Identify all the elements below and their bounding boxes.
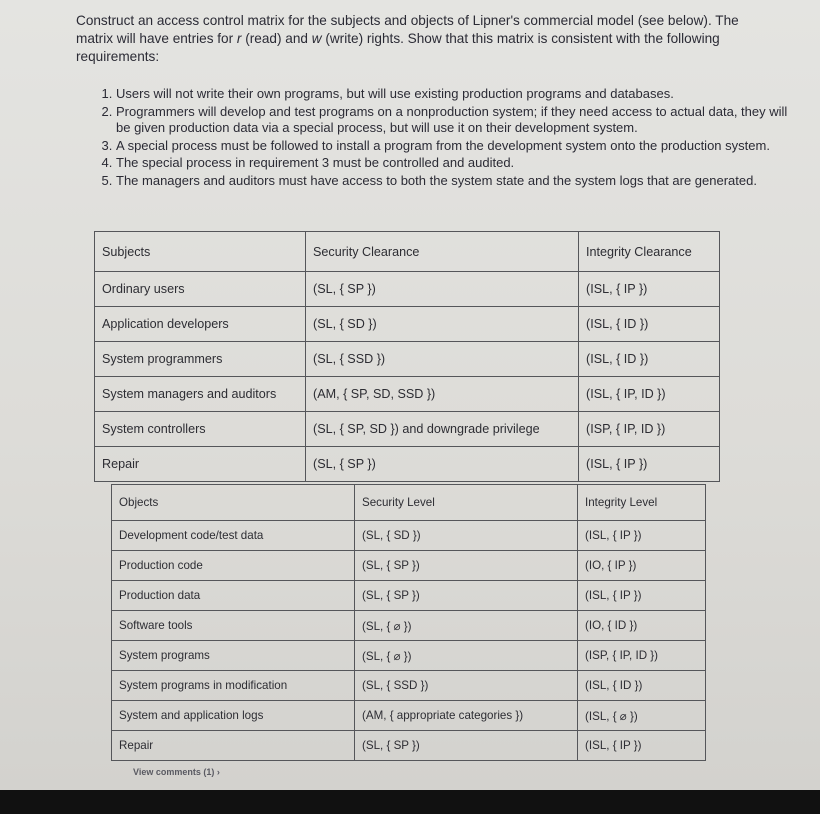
- integrity-level: (ISL, { ID }): [578, 671, 706, 701]
- security-clearance: (AM, { SP, SD, SSD }): [306, 377, 579, 412]
- integrity-level: (ISL, { IP }): [578, 581, 706, 611]
- view-comments-label: View comments (1): [133, 767, 217, 777]
- requirement-3: 3. A special process must be followed to install a program from the development system onto the production system.: [116, 138, 796, 155]
- table-row: [112, 701, 706, 731]
- header-objects: Objects: [112, 485, 355, 521]
- table-row: [112, 521, 706, 551]
- security-clearance: (SL, { SD }): [306, 307, 579, 342]
- chevron-right-icon: ›: [216, 767, 220, 777]
- security-level: (SL, { ⌀ }): [355, 611, 578, 641]
- integrity-level: (IO, { IP }): [578, 551, 706, 581]
- object-name: Production data: [112, 581, 355, 611]
- table-row: [95, 412, 720, 447]
- requirement-1: 1. Users will not write their own programs, but will use existing production programs and databases.: [116, 86, 796, 103]
- requirements-list: [88, 86, 796, 190]
- security-level: (SL, { SP }): [355, 581, 578, 611]
- table-row: [95, 307, 720, 342]
- integrity-clearance: (ISL, { ID }): [579, 307, 720, 342]
- integrity-clearance: (ISL, { IP, ID }): [579, 377, 720, 412]
- object-name: Software tools: [112, 611, 355, 641]
- table-row: [95, 272, 720, 307]
- table-row: [112, 611, 706, 641]
- subject-name: System controllers: [95, 412, 306, 447]
- table-row: [112, 551, 706, 581]
- integrity-level: (IO, { ID }): [578, 611, 706, 641]
- subject-name: Application developers: [95, 307, 306, 342]
- requirement-2: 2. Programmers will develop and test programs on a nonproduction system; if they need access to actual data, they will be given production data via a special process, but will use it on their development system.: [116, 104, 796, 137]
- subjects-table: [94, 231, 720, 482]
- header-subjects: Subjects: [95, 232, 306, 272]
- requirement-4: 4. The special process in requirement 3 must be controlled and audited.: [116, 155, 796, 172]
- table-row: [95, 377, 720, 412]
- subject-name: Ordinary users: [95, 272, 306, 307]
- security-level: (SL, { ⌀ }): [355, 641, 578, 671]
- object-name: System programs: [112, 641, 355, 671]
- table-header-row: [112, 485, 706, 521]
- integrity-clearance: (ISP, { IP, ID }): [579, 412, 720, 447]
- security-clearance: (SL, { SP, SD }) and downgrade privilege: [306, 412, 579, 447]
- integrity-level: (ISL, { ⌀ }): [578, 701, 706, 731]
- security-level: (SL, { SP }): [355, 731, 578, 761]
- table-row: [95, 342, 720, 377]
- object-name: System and application logs: [112, 701, 355, 731]
- header-security-level: Security Level: [355, 485, 578, 521]
- object-name: Development code/test data: [112, 521, 355, 551]
- question-r-right: r: [236, 31, 242, 46]
- subject-name: System managers and auditors: [95, 377, 306, 412]
- question-text: [76, 12, 766, 66]
- object-name: Production code: [112, 551, 355, 581]
- question-part-3: (write) rights. Show that this matrix is consistent with the following requirements:: [76, 31, 720, 64]
- table-row: [95, 447, 720, 482]
- security-clearance: (SL, { SSD }): [306, 342, 579, 377]
- objects-table: [111, 484, 706, 761]
- table-header-row: [95, 232, 720, 272]
- integrity-clearance: (ISL, { IP }): [579, 272, 720, 307]
- table-row: [112, 671, 706, 701]
- security-level: (SL, { SSD }): [355, 671, 578, 701]
- security-clearance: (SL, { SP }): [306, 447, 579, 482]
- table-row: [112, 641, 706, 671]
- security-clearance: (SL, { SP }): [306, 272, 579, 307]
- header-integrity-clearance: Integrity Clearance: [579, 232, 720, 272]
- integrity-level: (ISL, { IP }): [578, 521, 706, 551]
- question-part-1: Construct an access control matrix for the subjects and objects of Lipner's commercial model (see below). The matrix will have entries for: [76, 13, 739, 46]
- view-comments-link[interactable]: [133, 767, 220, 777]
- integrity-level: (ISL, { IP }): [578, 731, 706, 761]
- integrity-level: (ISP, { IP, ID }): [578, 641, 706, 671]
- security-level: (AM, { appropriate categories }): [355, 701, 578, 731]
- object-name: System programs in modification: [112, 671, 355, 701]
- security-level: (SL, { SD }): [355, 521, 578, 551]
- header-integrity-level: Integrity Level: [578, 485, 706, 521]
- subject-name: Repair: [95, 447, 306, 482]
- security-level: (SL, { SP }): [355, 551, 578, 581]
- question-w-right: w: [311, 31, 322, 46]
- integrity-clearance: (ISL, { ID }): [579, 342, 720, 377]
- object-name: Repair: [112, 731, 355, 761]
- question-part-2: (read) and: [241, 31, 312, 46]
- table-row: [112, 581, 706, 611]
- bottom-bar: [0, 790, 820, 814]
- integrity-clearance: (ISL, { IP }): [579, 447, 720, 482]
- header-security-clearance: Security Clearance: [306, 232, 579, 272]
- requirement-5: 5. The managers and auditors must have access to both the system state and the system logs that are generated.: [116, 173, 796, 190]
- subject-name: System programmers: [95, 342, 306, 377]
- table-row: [112, 731, 706, 761]
